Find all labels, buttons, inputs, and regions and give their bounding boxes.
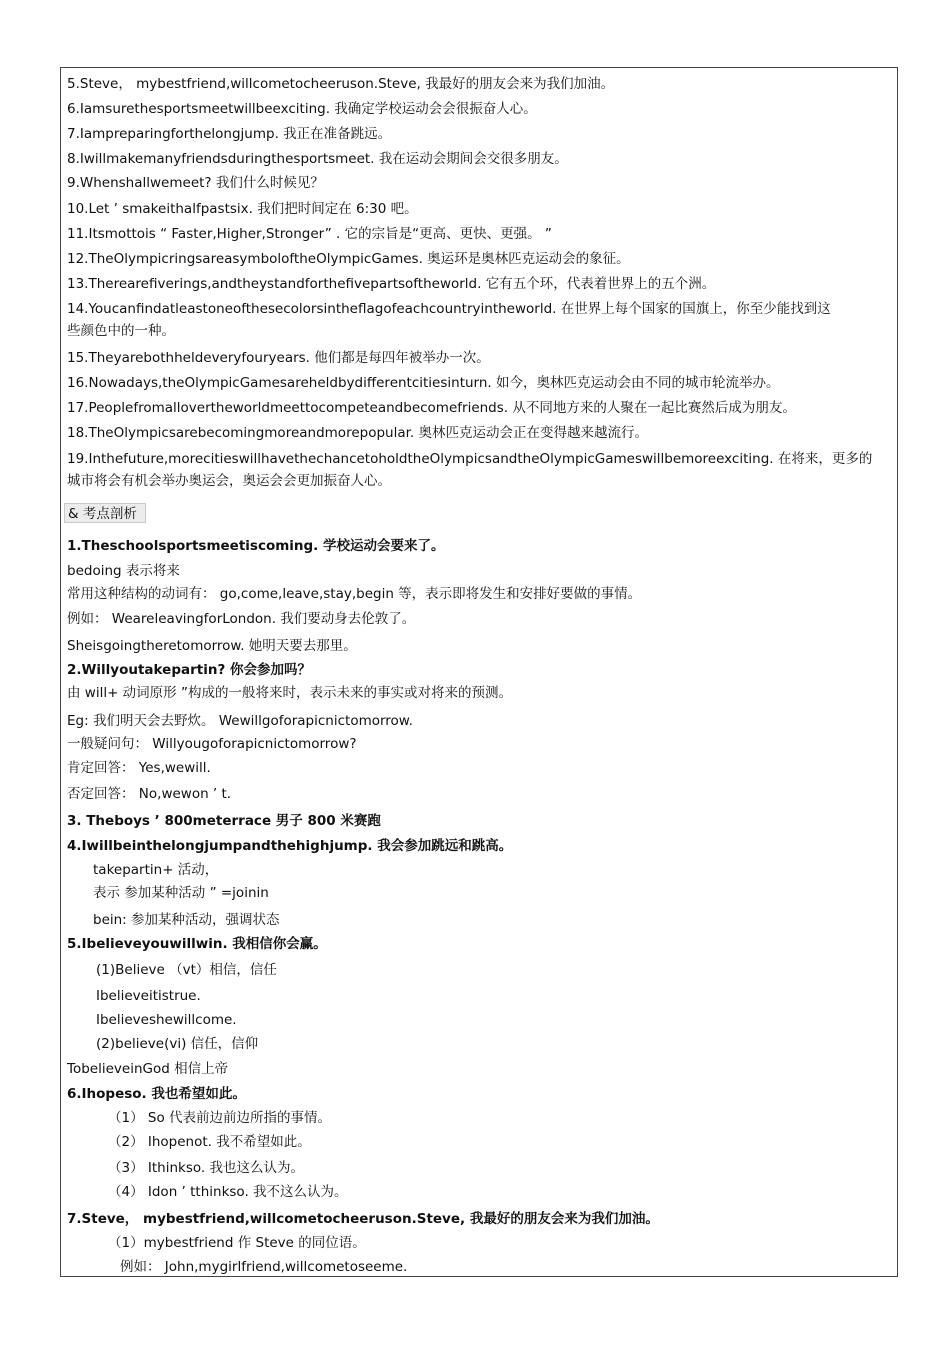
sentence-13: 13.Therearefiverings,andtheystandforthefivepartsoftheworld. 它有五个环，代表着世界上的五个洲。 — [67, 276, 716, 292]
analysis-line: 常用这种结构的动词有： go,come,leave,stay,begin 等，表示即将发生和安排好要做的事情。 — [67, 586, 642, 602]
section-label: & 考点剖析 — [64, 503, 146, 523]
sentence-7: 7.Iampreparingforthelongjump. 我正在准备跳远。 — [67, 126, 392, 142]
analysis-line: bedoing 表示将来 — [67, 563, 180, 579]
point-4-heading: 4.Iwillbeinthelongjumpandthehighjump. 我会参加跳远和跳高。 — [67, 838, 513, 854]
sentence-14: 14.Youcanfindatleastoneofthesecolorsintheflagofeachcountryintheworld. 在世界上每个国家的国旗上，你至少能找到这 — [67, 301, 831, 317]
analysis-line: takepartin+ 活动， — [93, 862, 219, 878]
analysis-line: bein: 参加某种活动，强调状态 — [93, 912, 280, 928]
point-7-heading: 7.Steve， mybestfriend,willcometocheeruson.Steve, 我最好的朋友会来为我们加油。 — [67, 1211, 659, 1227]
analysis-line: （2） Ihopenot. 我不希望如此。 — [108, 1134, 311, 1150]
point-6-heading: 6.Ihopeso. 我也希望如此。 — [67, 1086, 246, 1102]
analysis-line: TobelieveinGod 相信上帝 — [67, 1061, 229, 1077]
analysis-line: 否定回答： No,wewon ’ t. — [67, 786, 232, 802]
sentence-5: 5.Steve， mybestfriend,willcometocheeruson.Steve, 我最好的朋友会来为我们加油。 — [67, 76, 615, 92]
sentence-19-cont: 城市将会有机会举办奥运会，奥运会会更加振奋人心。 — [67, 473, 391, 489]
analysis-line: 由 will+ 动词原形 ”构成的一般将来时，表示未来的事实或对将来的预测。 — [67, 685, 512, 701]
sentence-11: 11.Itsmottois “ Faster,Higher,Stronger” . 它的宗旨是“更高、更快、更强。 ” — [67, 226, 552, 242]
sentence-18: 18.TheOlympicsarebecomingmoreandmorepopular. 奥林匹克运动会正在变得越来越流行。 — [67, 425, 648, 441]
analysis-line: （1） So 代表前边前边所指的事情。 — [108, 1110, 332, 1126]
sentence-8: 8.Iwillmakemanyfriendsduringthesportsmeet. 我在运动会期间会交很多朋友。 — [67, 151, 568, 167]
sentence-10: 10.Let ’ smakeithalfpastsix. 我们把时间定在 6:30 吧。 — [67, 201, 418, 217]
sentence-14-cont: 些颜色中的一种。 — [67, 323, 175, 339]
sentence-6: 6.Iamsurethesportsmeetwillbeexciting. 我确定学校运动会会很振奋人心。 — [67, 101, 537, 117]
sentence-19: 19.Inthefuture,morecitieswillhavethechancetoholdtheOlympicsandtheOlympicGameswillbemoreexciting. 在将来，更多的 — [67, 451, 873, 467]
analysis-line: Eg: 我们明天会去野炊。 Wewillgoforapicnictomorrow. — [67, 713, 413, 729]
point-3-heading: 3. Theboys ’ 800meterrace 男子 800 米赛跑 — [67, 813, 381, 829]
analysis-line: 例如： John,mygirlfriend,willcometoseeme. — [120, 1259, 408, 1275]
analysis-line: (1)Believe （vt）相信，信任 — [96, 962, 277, 978]
sentence-15: 15.Theyarebothheldeveryfouryears. 他们都是每四年被举办一次。 — [67, 350, 490, 366]
point-2-heading: 2.Willyoutakepartin? 你会参加吗？ — [67, 662, 311, 678]
analysis-line: 一般疑问句： Willyougoforapicnictomorrow? — [67, 736, 357, 752]
sentence-9: 9.Whenshallwemeet? 我们什么时候见？ — [67, 175, 324, 191]
analysis-line: Ibelieveshewillcome. — [96, 1012, 237, 1028]
point-5-heading: 5.Ibelieveyouwillwin. 我相信你会赢。 — [67, 936, 327, 952]
analysis-line: （1）mybestfriend 作 Steve 的同位语。 — [108, 1235, 366, 1251]
analysis-line: （4） Idon ’ tthinkso. 我不这么认为。 — [108, 1184, 348, 1200]
analysis-line: （3） Ithinkso. 我也这么认为。 — [108, 1160, 304, 1176]
sentence-17: 17.Peoplefromallovertheworldmeettocompeteandbecomefriends. 从不同地方来的人聚在一起比赛然后成为朋友。 — [67, 400, 796, 416]
sentence-12: 12.TheOlympicringsareasymboloftheOlympicGames. 奥运环是奥林匹克运动会的象征。 — [67, 251, 630, 267]
analysis-line: 肯定回答： Yes,wewill. — [67, 760, 211, 776]
analysis-line: 例如： WeareleavingforLondon. 我们要动身去伦敦了。 — [67, 611, 416, 627]
analysis-line: 表示 参加某种活动 ” =joinin — [93, 885, 269, 901]
analysis-line: Ibelieveitistrue. — [96, 988, 201, 1004]
sentence-16: 16.Nowadays,theOlympicGamesareheldbydifferentcitiesinturn. 如今，奥林匹克运动会由不同的城市轮流举办。 — [67, 375, 780, 391]
point-1-heading: 1.Theschoolsportsmeetiscoming. 学校运动会要来了。 — [67, 538, 445, 554]
analysis-line: Sheisgoingtheretomorrow. 她明天要去那里。 — [67, 638, 357, 654]
analysis-line: (2)believe(vi) 信任，信仰 — [96, 1036, 259, 1052]
